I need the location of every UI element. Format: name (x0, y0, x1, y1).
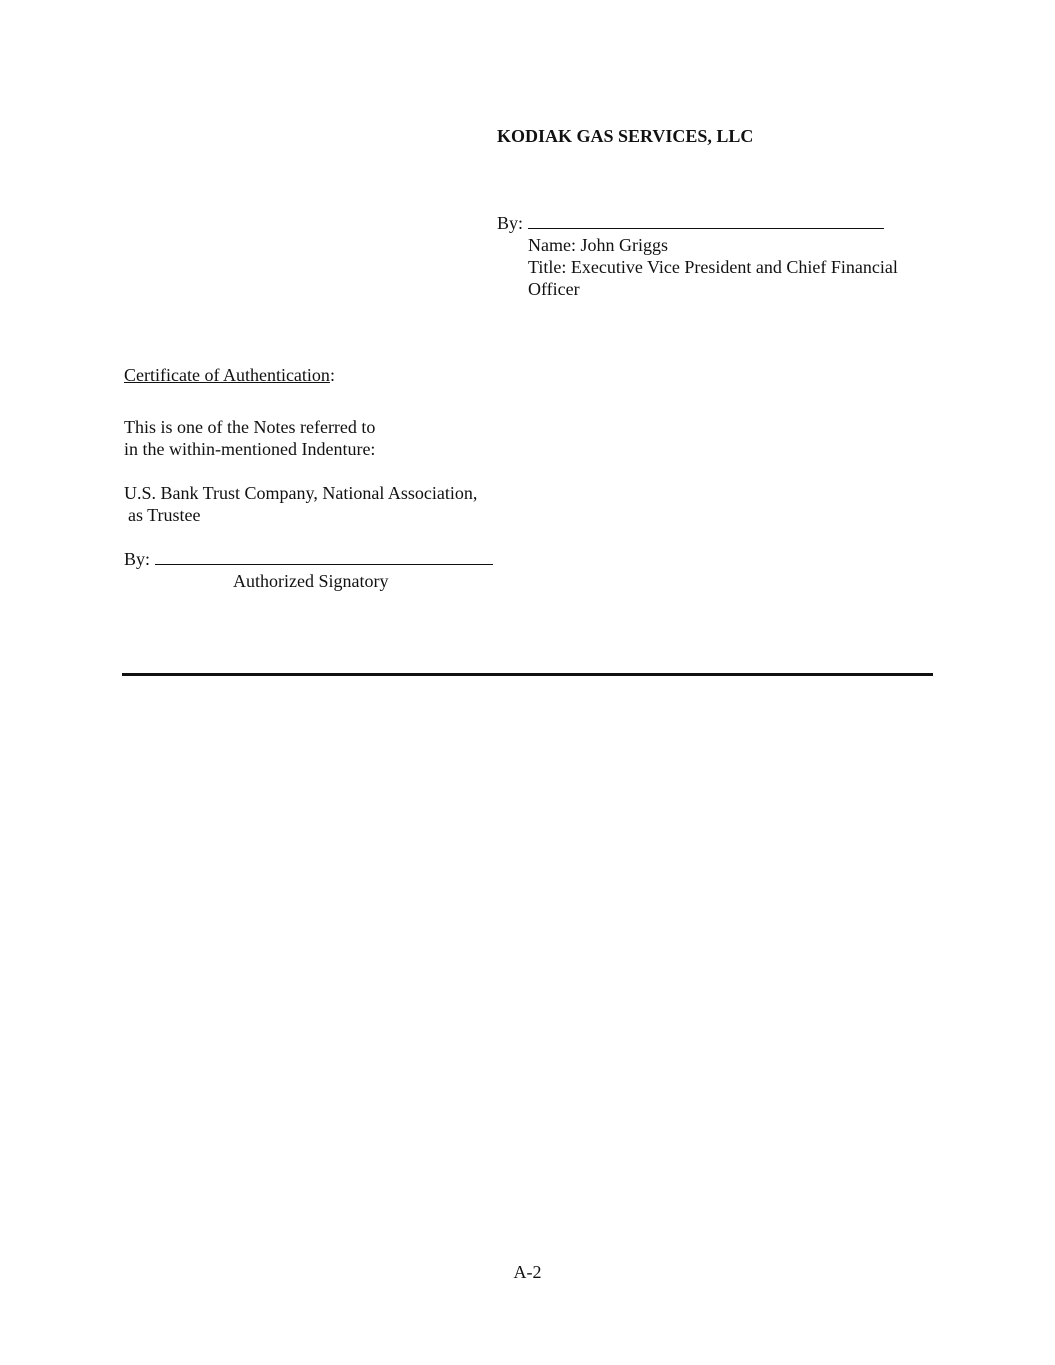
certificate-heading (124, 364, 335, 386)
section-divider (122, 673, 933, 676)
notes-reference-line-1: This is one of the Notes referred to (124, 417, 376, 437)
trustee-role: as Trustee (128, 505, 201, 525)
page-number: A-2 (513, 1262, 542, 1282)
certificate-heading-text: Certificate of Authentication (124, 365, 330, 385)
authorized-signatory-label: Authorized Signatory (233, 571, 389, 591)
certificate-heading-colon: : (329, 365, 335, 385)
notes-reference-line-2: in the within-mentioned Indenture: (124, 439, 376, 459)
trustee-name: U.S. Bank Trust Company, National Association, (124, 483, 478, 503)
company-signature-rule (528, 227, 884, 229)
signer-title-line-1: Title: Executive Vice President and Chief Financial (528, 257, 898, 277)
trustee-signature-line (124, 548, 493, 570)
trustee-by-label: By: (124, 549, 151, 569)
company-name: KODIAK GAS SERVICES, LLC (497, 126, 754, 146)
trustee-signature-rule (155, 563, 493, 565)
signer-title-line-2: Officer (528, 279, 580, 299)
company-by-label: By: (497, 213, 524, 233)
company-signature-line (497, 212, 884, 234)
signer-name: Name: John Griggs (528, 235, 668, 255)
